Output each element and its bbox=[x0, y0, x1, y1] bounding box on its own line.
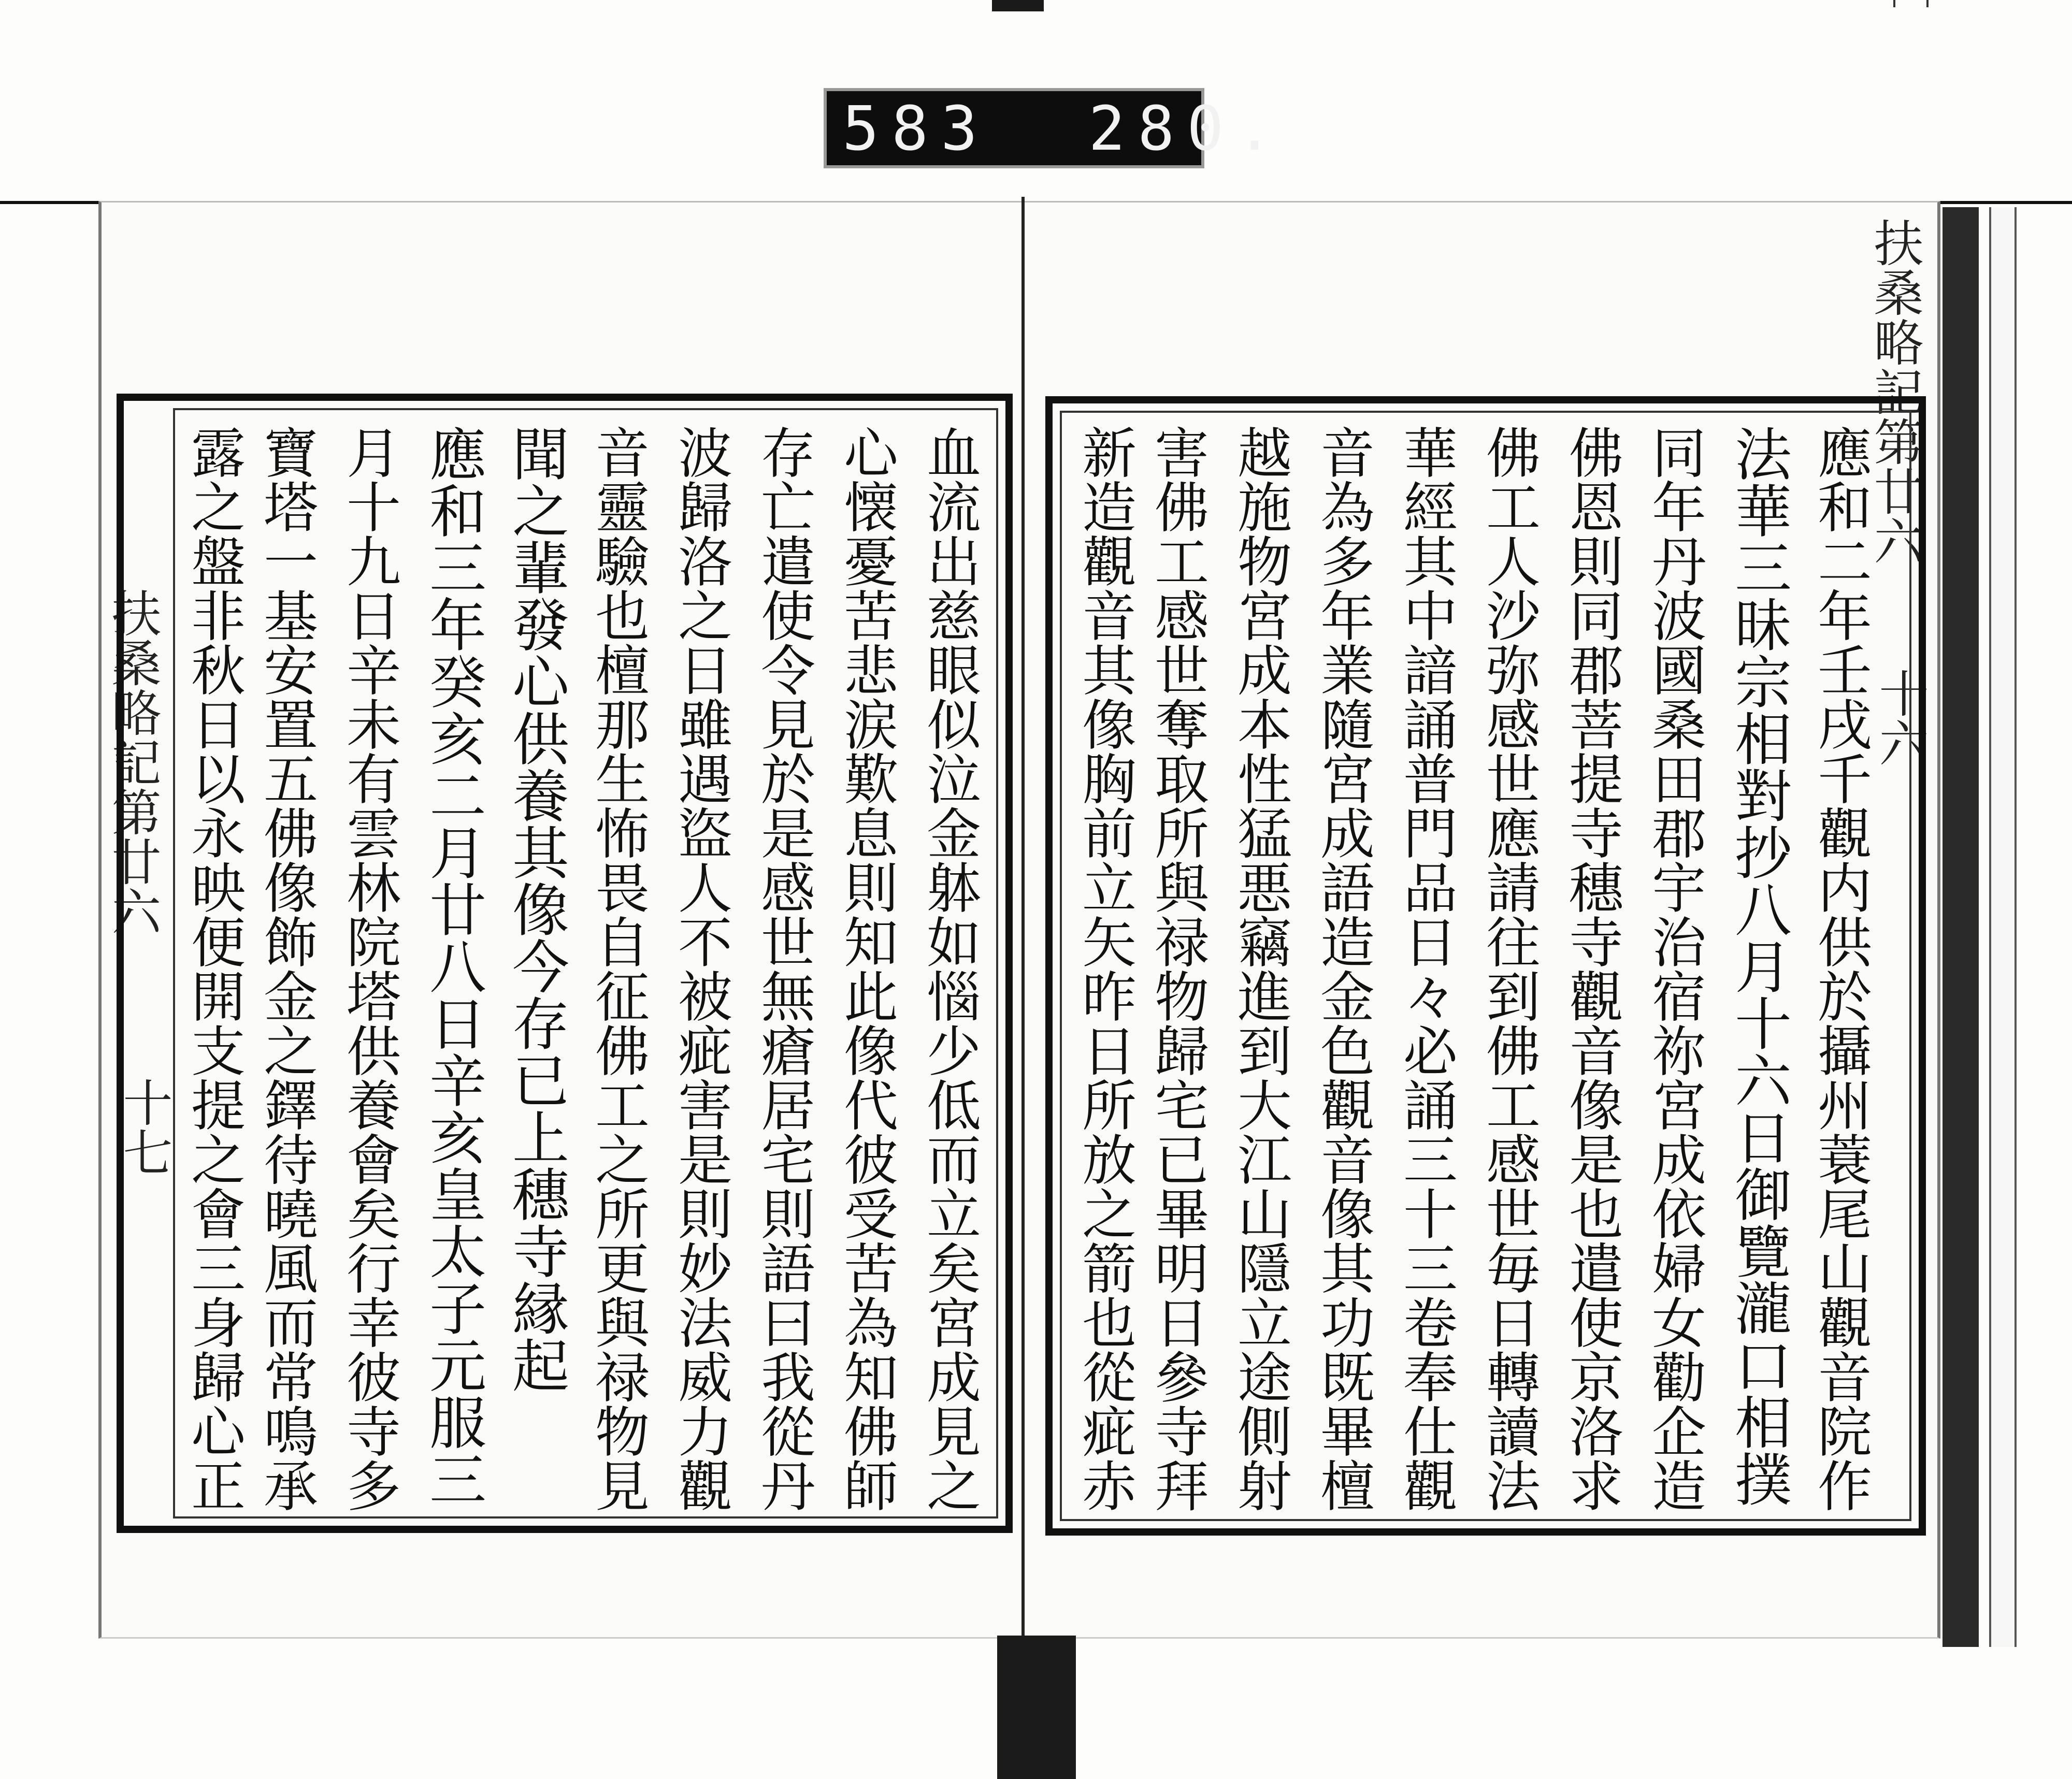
left-column-3: 存亡遣使令見於是感世無瘡居宅則語曰我從丹 bbox=[752, 425, 815, 1512]
right-column-6: 華經其中諳誦普門品日々必誦三十三卷奉仕觀 bbox=[1394, 425, 1458, 1512]
right-column-2: 法華三昧宗相對抄八月十六日御覽瀧口相撲 bbox=[1725, 425, 1792, 1507]
right-column-3: 同年丹波國桑田郡宇治宿祢宮成依婦女勸企造 bbox=[1643, 425, 1706, 1512]
right-column-7: 音為多年業隨宮成語造金色觀音像其功既畢檀 bbox=[1312, 425, 1375, 1512]
left-column-4: 波歸洛之日雖遇盜人不被疵害是則妙法威力觀 bbox=[669, 425, 732, 1512]
right-column-5: 佛工人沙弥感世應請往到佛工感世毎日轉讀法 bbox=[1477, 425, 1541, 1512]
left-column-6: 聞之輩發心供養其像今存已上穗寺縁起 bbox=[503, 425, 569, 1393]
book-edge-pages bbox=[1989, 207, 2017, 1647]
left-column-5: 音靈驗也檀那生怖畏自征佛工之所更與禄物見 bbox=[586, 425, 650, 1512]
binding-clip bbox=[992, 0, 1044, 11]
left-column-8: 月十九日辛未有雲林院塔供養會矣行幸彼寺多 bbox=[338, 425, 401, 1512]
left-page-number: 十七 bbox=[115, 1077, 173, 1177]
right-margin-title: 扶桑略記第廿六 bbox=[1866, 218, 1924, 566]
spine-shadow bbox=[997, 1636, 1076, 1779]
left-column-10: 露之盤非秋日以永映便開支提之會三身歸心正 bbox=[182, 425, 246, 1512]
scan-edge-line-left bbox=[0, 201, 98, 210]
scan-label bbox=[824, 88, 1286, 168]
scan-label-text: 583 280. bbox=[842, 92, 1286, 164]
left-column-2: 心懐憂苦悲涙歎息則知此像代彼受苦為知佛師 bbox=[835, 425, 898, 1512]
right-page-number: 十六 bbox=[1871, 668, 1929, 768]
right-column-4: 佛恩則同郡菩提寺穗寺觀音像是也遣使京洛求 bbox=[1560, 425, 1623, 1512]
book-spine bbox=[1021, 197, 1025, 1642]
right-column-8: 越施物宮成本性猛悪竊進到大江山隱立途側射 bbox=[1229, 425, 1292, 1512]
right-column-1: 應和二年壬戌千觀内供於攝州蓑尾山觀音院作 bbox=[1809, 425, 1872, 1512]
edge-marker bbox=[1893, 0, 1929, 7]
left-column-9: 寶塔一基安置五佛像飾金之鐸待曉風而常鳴承 bbox=[255, 425, 318, 1512]
left-column-7: 應和三年癸亥二月廿八日辛亥皇太子元服三 bbox=[420, 425, 486, 1507]
book-edge-shadow bbox=[1942, 207, 1979, 1647]
right-column-10: 新造觀音其像胸前立矢昨日所放之箭也從疵赤 bbox=[1073, 425, 1136, 1512]
left-column-1: 血流出慈眼似泣金躰如惱少低而立矣宮成見之 bbox=[918, 425, 981, 1512]
right-column-9: 害佛工感世奪取所與禄物歸宅已畢明日參寺拜 bbox=[1146, 425, 1209, 1512]
left-margin-title: 扶桑略記第廿六 bbox=[104, 588, 162, 936]
